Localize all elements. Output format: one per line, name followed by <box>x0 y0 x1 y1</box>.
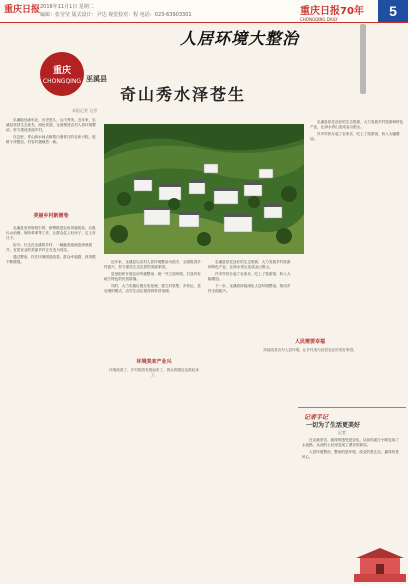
paragraph: 巫溪县依托良好的生态资源，大力发展乡村旅游和特色产业，让绿水青山变成金山银山。 <box>208 260 291 269</box>
tower-illustration <box>360 24 366 94</box>
notes-icon: 记者手记 <box>304 414 329 421</box>
date-line: 2016年11月1日 星期二 <box>40 4 94 10</box>
paragraph: 通过整治，村庄环境明显改善，群众幸福感、获得感不断增强。 <box>6 255 96 264</box>
box-title: 一切为了生活更美好 <box>306 422 361 429</box>
paragraph: 如今，行走在巫溪的乡村，一幅幅美丽画卷徐徐展开，宜居宜业的美丽乡村正在变为现实。 <box>6 243 93 252</box>
paragraph: 在巫溪采访，最深的感受是变化。从前的泥泞小路变成了水泥路，从前的土坯房变成了漂亮的新居。 <box>302 438 399 447</box>
box-author: 记者 <box>338 430 346 435</box>
article-byline: 本报记者 记者 <box>72 108 98 113</box>
paragraph: 巫溪县依托良好的生态资源，大力发展乡村旅游和特色产业，让绿水青山变成金山银山。 <box>310 120 404 129</box>
paragraph: 巫溪地处渝东北，历史悠久，山川秀美。近年来，巫溪县坚持生态优先、绿色发展，全面推进农村人居环境整治，努力建设美丽乡村。 <box>6 118 96 132</box>
paragraph: 人居环境整治，整治的是环境，改变的是生活，赢得的是民心。 <box>302 450 399 459</box>
paragraph: 许多村民办起了农家乐，吃上了旅游饭，收入大幅增加。 <box>208 272 291 281</box>
pull-quote: 环境改善了，乡村旅游发展起来了，群众的腰包也鼓起来了。 <box>109 368 199 377</box>
region-sub: CHONGQING <box>42 78 82 85</box>
article-column-right <box>310 120 404 340</box>
region-badge <box>40 52 84 96</box>
paragraph: 县里组织开展农房风貌整治，统一外立面风格，打造具有地方特色的民居群落。 <box>104 272 201 281</box>
section-subhead: 美丽乡村新画卷 <box>33 213 69 219</box>
page-number: 5 <box>378 0 408 22</box>
anniversary-text: 重庆日报70年 <box>300 6 364 17</box>
paragraph: 近年来，巫溪县以农村人居环境整治为抓手，全面推进乡村振兴，努力建设生态宜居的美丽家园。 <box>104 260 201 269</box>
article-column-mid-right <box>208 260 294 576</box>
article-headline: 奇山秀水泽苍生 <box>120 85 247 104</box>
county-name: 巫溪县 <box>86 75 107 83</box>
region-name: 重庆 <box>52 66 71 76</box>
gate-illustration <box>354 548 406 582</box>
paragraph: 同时，大力实施垃圾分类处理，建立村收集、乡转运、县处理的模式，农村生活垃圾得到有效治理。 <box>104 284 201 293</box>
reporter-notes-box <box>298 407 406 584</box>
paragraph: 巫溪县坚持规划引领，统筹推进农房风貌改造、垃圾污水治理、厕所革命等工作，让群众住上好房子，过上好日子。 <box>6 226 96 240</box>
column-title: 人居环境大整治 <box>180 29 300 48</box>
editor-line: 编辑：张莹莹 版式设计：尹达 视觉校对：程 电话：023-63903301 <box>40 12 192 18</box>
pull-quote: 持续改善农村人居环境，让乡村成为宜居宜业的美好家园。 <box>263 348 357 352</box>
article-column-left <box>6 118 96 208</box>
paragraph: 许多村民办起了农家乐，吃上了旅游饭，收入大幅增加。 <box>310 132 400 141</box>
anniversary-sub: CHONGQING DAILY <box>300 17 338 22</box>
section-subhead: 环境美来产业兴 <box>136 359 172 365</box>
page-header <box>0 0 408 23</box>
village-photo <box>104 124 304 254</box>
article-column-left-b <box>6 226 96 576</box>
anniversary-logo <box>300 2 372 20</box>
section-subhead: 人民需要幸福 <box>294 339 325 345</box>
masthead-logo: 重庆日报 <box>4 5 41 15</box>
paragraph: 在这里，青山绿水间点缀着白墙青瓦的农家小院，道路干净整洁，村容村貌焕然一新。 <box>6 135 96 144</box>
village-photo-illustration <box>104 124 304 254</box>
box-body <box>302 438 402 548</box>
paragraph: 下一步，巫溪将持续深化人居环境整治，推动乡村全面振兴。 <box>208 284 291 293</box>
article-column-mid <box>104 260 204 355</box>
